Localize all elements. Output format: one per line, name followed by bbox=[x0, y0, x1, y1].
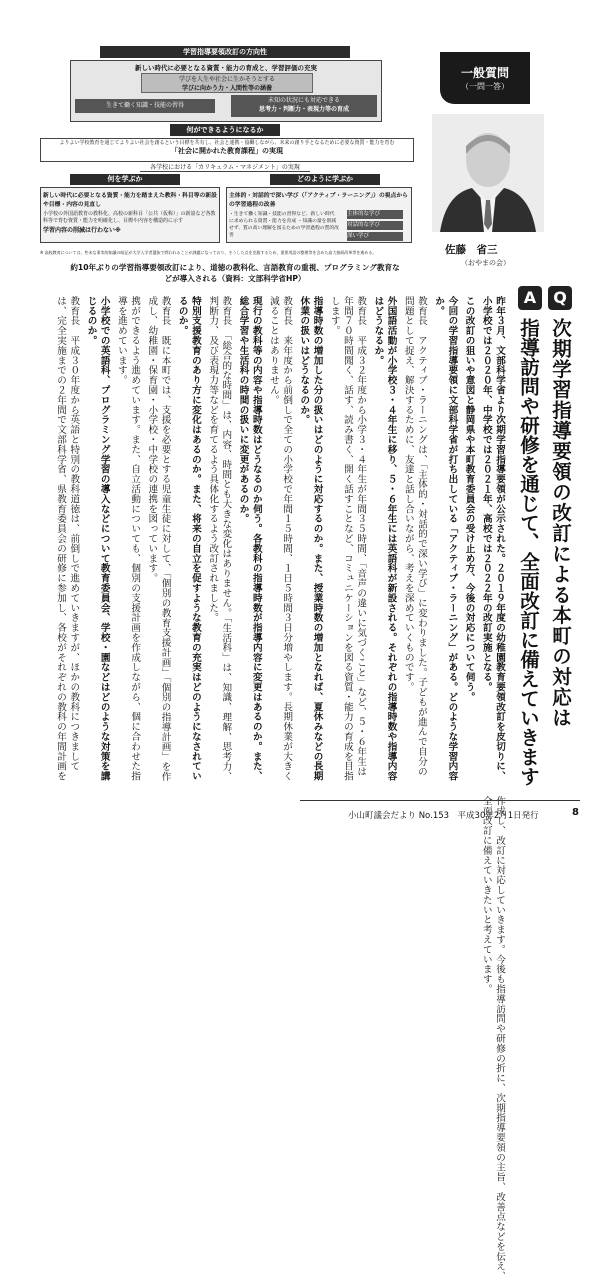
diagram-line2a: 学びを人生や社会に生かそうとする bbox=[178, 76, 275, 83]
member-party: （おやまの会） bbox=[461, 259, 510, 267]
question-foreign-language: 外国語活動が小学校３・４年生に移り、５・６年生には英語科が新設される。それぞれの指導時数や指導内容はどうなるか。 bbox=[372, 296, 397, 782]
learn-what-header: 何を学ぶか bbox=[70, 174, 180, 185]
intro-paragraph: 昨年３月、文部科学省より次期学習指導要領が公示された。２０１９年度の幼稚園教育要領改訂を皮切りに、小学校では２０２０年、中学校では２０２１年、高校では２０２２年の改訂実施となる。 bbox=[480, 296, 505, 782]
chip-1: 主体的な学び bbox=[347, 210, 403, 219]
management-line: 各学校における「カリキュラム・マネジメント」の実現 bbox=[140, 162, 310, 172]
diagram-line3c: 思考力・判断力・表現力等の育成 bbox=[258, 106, 349, 113]
question-tag bbox=[440, 52, 530, 104]
answer-special-support: 教育長 既に本町では、支援を必要とする児童生徒に対して、「個別の教育支援計画」「個別の指導計画」を作成し、幼稚園・保育園・小学校・中学校の連携を図っています。 bbox=[146, 296, 171, 782]
learn-what-body: 小学校の外国語教育の教科化、高校の新科目「公共（仮称）」の新設など各教科等で育む資質・能力を明確化し、目標や内容を構造的に示す bbox=[43, 211, 216, 224]
learn-what-end: 学習内容の削減は行わない※ bbox=[43, 227, 121, 234]
footer-rule bbox=[300, 800, 580, 801]
answer-special-support-cont: 携ができるよう進めています。また、自立活動についても、個別の支援計画を作成しながら、個に合わせた指導を進めています。 bbox=[115, 296, 141, 782]
reform-diagram bbox=[40, 46, 412, 246]
member-portrait-icon bbox=[432, 114, 544, 232]
diagram-goal-box bbox=[70, 60, 382, 122]
diagram-footnote: ※ 高校教育については、些末な事実的知識の暗記が大学入学者選抜で問われることが課題になっており、そうした点を克服するため、重要用語の整理等を含めた高大接続改革等を進める。 bbox=[40, 250, 377, 255]
answer-hours: 教育長 来年度から前倒しで全ての小学校で年間１５時間、１日５時間３日分増やします。長期休業が大きく減ることはありません。 bbox=[267, 296, 293, 782]
member-photo bbox=[432, 114, 544, 232]
figure-caption: 約10年ぶりの学習指導要領改訂により、道徳の教科化、言語教育の重視、プログラミング教育などが導入される（資料：文部科学省HP） bbox=[70, 263, 400, 283]
answer-english-programming: 教育長 平成３０年度から英語と特別の教科道徳は、前倒しで進めていきますが、ほかの教科につきましては、完全実施までの２年間で文部科学省、県教育委員会の研修に参加し、各校がそれぞれの教科の年間計画を作成し、改訂に対応していきます。今後も指導訪問や研修の折に、次期指導要領の主旨、改善点などを伝え、全面改訂に備えていきたいと考えています。 bbox=[55, 296, 505, 1282]
question-english-programming: 小学校での英語科、プログラミング学習の導入などについて教育委員会、学校・園などはどのような対策を講じるのか。 bbox=[85, 296, 110, 782]
diagram-line3b: 未知の状況にも対応できる bbox=[267, 97, 340, 104]
question-active-learning: 今回の学習指導要領に文部科学省が打ち出している「アクティブ・ラーニング」がある。どのような学習内容か。 bbox=[433, 296, 458, 782]
q-mark: Q bbox=[548, 286, 572, 310]
learn-what-title: 新しい時代に必要となる資質・能力を踏まえた教科・科目等の新設や目標・内容の見直し bbox=[43, 193, 217, 208]
learn-how-body: ・生きて働く知識・技能の習得など、新しい時代に求められる資質・能力を育成 ・知識の量を削減せず、質の高い理解を図るための学習過程の質的改善 bbox=[229, 212, 339, 238]
qtag-sub: （一問一答） bbox=[461, 82, 509, 91]
chip-3: 深い学び bbox=[347, 232, 403, 241]
question-special-support: 特別支援教育のあり方に変化はあるのか。また、将来の自立を促すような教育の充実はどのようになされているのか。 bbox=[176, 296, 201, 782]
learn-how-title: 主体的・対話的で深い学び（「アクティブ・ラーニング」）の視点からの学習過程の改善 bbox=[229, 193, 408, 208]
learn-what-box bbox=[40, 187, 220, 243]
center-note: よりよい学校教育を通じてよりよい社会を創るという目標を共有し、社会と連携・協働しながら、未来の創り手となるために必要な資質・能力を育む bbox=[59, 140, 395, 146]
a-mark: A bbox=[518, 286, 542, 310]
member-name: 佐藤 省三 bbox=[445, 244, 498, 256]
question-subjects: 現行の教科等の内容や指導時数はどうなるのか伺う。各教科の指導時数が指導内容に変更はあるのか。また、総合学習や生活科の時間の扱いに変更があるのか。 bbox=[237, 296, 262, 782]
diagram-line1: 新しい時代に必要となる資質・能力の育成と、学習評価の充実 bbox=[135, 64, 317, 72]
diagram-title: 学習指導要領改訂の方向性 bbox=[100, 46, 350, 58]
center-box bbox=[40, 138, 414, 162]
learn-how-header: どのように学ぶか bbox=[270, 174, 380, 185]
intro-question: この改訂の狙いや意図と静岡県や本町教育委員会の受け止め方、今後の対応について伺う。 bbox=[463, 296, 475, 702]
diagram-line3-right bbox=[231, 95, 377, 117]
footer-text: 小山町議会だより No.153 平成30年2月1日発行 bbox=[348, 811, 539, 821]
headline-answer: 指導訪問や研修を通じて、全面改訂に備えていきます bbox=[517, 318, 540, 786]
diagram-line2b: 学びに向かう力・人間性等の涵養 bbox=[181, 85, 272, 92]
answer-active-learning: 教育長 アクティブ・ラーニングは、「主体的・対話的で深い学び」に変わりました。子どもが進んで自分の問題として捉え、解決するために、友達と話し合いながら、考えを深めていくものです。 bbox=[402, 296, 427, 777]
chip-2: 対話的な学び bbox=[347, 221, 403, 230]
question-hours: 指導時数の増加した分の扱いはどのように対応するのか。また、授業時数の増加となれば、夏休みなどの長期休業の扱いはどうなるのか。 bbox=[298, 296, 323, 782]
center-title: 「社会に開かれた教育課程」の実現 bbox=[171, 147, 283, 155]
diagram-line3a: 生きて働く知識・技能の習得 bbox=[75, 99, 215, 113]
qtag-title: 一般質問 bbox=[460, 66, 509, 80]
diagram-line2 bbox=[141, 73, 313, 93]
learn-how-box bbox=[226, 187, 412, 243]
page-number: 8 bbox=[572, 807, 579, 818]
answer-foreign-language: 教育長 平成３２年度から小学３・４年生が年間３５時間、「音声の違いに気づくこと」など、５・６年生は年間７０時間聞く、話す、読み書く、開く話すことなど、コミュニケーションを図る資質・能力の育成を目指します。 bbox=[328, 296, 367, 782]
headline-question: 次期学習指導要領の改訂による本町の対応は bbox=[549, 318, 572, 728]
answer-subjects: 教育長 「総合的な時間」は、内容、時間とも大きな変化はありません。「生活科」は、知識、理解、思考力、判断力、及び表現力等などを育てるよう具体化するよう改訂されました。 bbox=[207, 296, 232, 782]
what-header: 何ができるようになるか bbox=[170, 124, 280, 136]
